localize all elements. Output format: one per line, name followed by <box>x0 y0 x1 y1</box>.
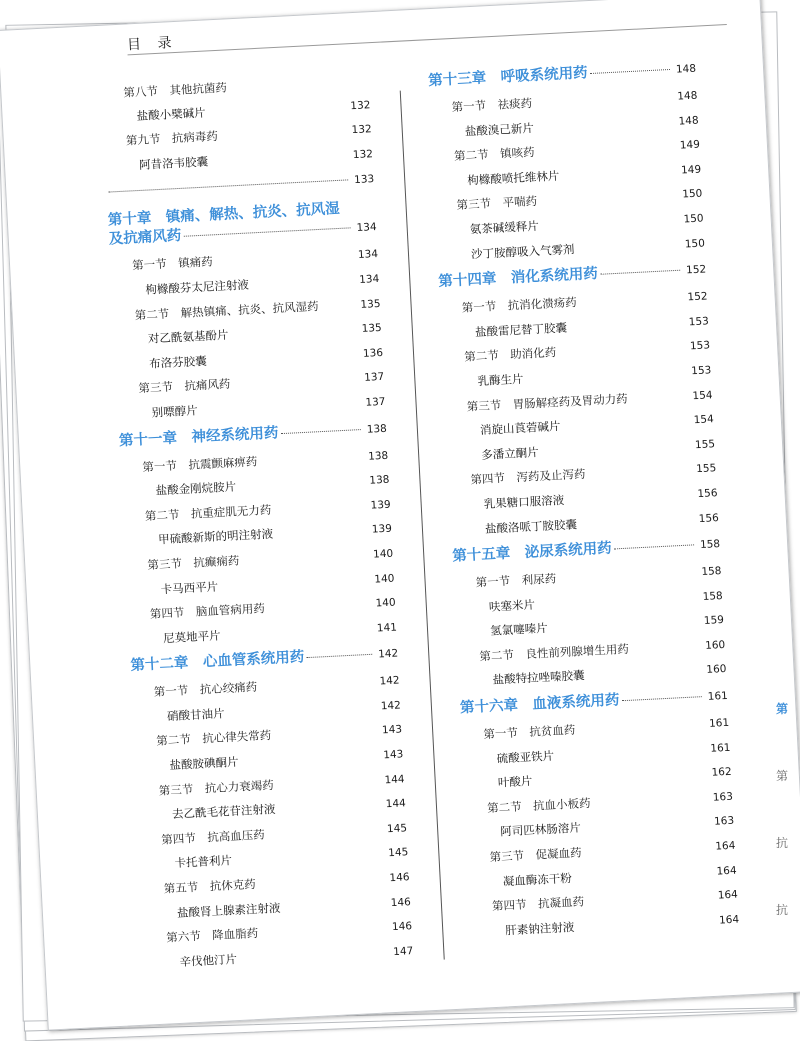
toc-page-number: 150 <box>681 237 706 251</box>
toc-entry-label: 硝酸甘油片 <box>133 707 225 725</box>
toc-page-number: 148 <box>672 61 697 79</box>
toc-drug-entry <box>441 314 709 342</box>
toc-drug-entry <box>469 863 737 891</box>
toc-drug-entry <box>143 895 411 923</box>
toc-entry-label: 第十一章 神经系统用药 <box>119 425 279 450</box>
toc-entry-label: 枸橼酸喷托维林片 <box>433 170 559 189</box>
toc-drug-entry <box>464 765 732 793</box>
toc-drug-entry <box>138 797 406 825</box>
toc-leader <box>539 195 676 202</box>
toc-entry-label: 第二节 抗血小板药 <box>465 797 591 816</box>
toc-leader <box>275 530 366 535</box>
toc-drug-entry <box>458 662 726 690</box>
toc-leader <box>558 347 684 353</box>
toc-leader <box>587 470 690 475</box>
toc-entry-label: 第九节 抗病毒药 <box>104 130 219 149</box>
toc-page-number: 153 <box>686 340 711 354</box>
toc-entry-label: 第二节 解热镇痛、抗炎、抗风湿药 <box>112 300 318 323</box>
page-header-title: 目 录 <box>127 32 178 55</box>
toc-leader <box>259 682 373 688</box>
toc-drug-entry <box>443 363 711 391</box>
toc-entry-label: 第四节 抗高血压药 <box>139 828 265 847</box>
toc-entry-label: 尼莫地平片 <box>129 629 221 647</box>
toc-leader <box>541 445 689 453</box>
toc-leader <box>230 329 355 335</box>
toc-entry-label: 盐酸特拉唑嗪胶囊 <box>458 670 584 689</box>
toc-leader <box>558 572 695 579</box>
toc-section-entry <box>116 370 384 398</box>
toc-entry-label: 第一节 抗消化溃疡药 <box>440 296 577 316</box>
toc-section-entry <box>429 89 697 117</box>
toc-page-number: 139 <box>368 523 393 537</box>
toc-drug-entry <box>117 395 385 423</box>
toc-entry-label: 第四节 脑血管病用药 <box>128 602 265 622</box>
toc-leader <box>614 544 694 549</box>
toc-entry-label: 消旋山莨菪碱片 <box>446 420 561 439</box>
toc-leader <box>220 579 368 587</box>
toc-leader <box>258 879 384 885</box>
toc-page-number: 143 <box>378 724 403 738</box>
toc-entry-label: 第三节 抗癫痫药 <box>125 554 240 573</box>
toc-page-number: 164 <box>714 889 739 903</box>
toc-page-number: 161 <box>706 741 731 755</box>
toc-page-number: 144 <box>382 798 407 812</box>
toc-section-entry <box>112 296 380 324</box>
toc-drug-entry <box>447 437 715 465</box>
toc-drug-entry <box>471 912 739 940</box>
toc-drug-entry <box>433 162 701 190</box>
toc-leader <box>267 829 381 835</box>
toc-page-number: 147 <box>389 945 414 959</box>
toc-leader <box>587 671 701 677</box>
toc-page-number: 138 <box>365 474 390 488</box>
toc-section-entry <box>134 723 402 751</box>
toc-leader <box>259 457 362 462</box>
toc-page-number: 135 <box>357 322 382 336</box>
toc-leader <box>183 228 350 237</box>
toc-section-entry <box>101 74 369 101</box>
toc-drug-entry <box>451 511 719 539</box>
toc-entry-label: 去乙酰毛花苷注射液 <box>138 803 276 823</box>
toc-entry-label: 第二节 助消化药 <box>442 346 557 365</box>
toc-leader <box>241 555 367 561</box>
toc-entry-label: 第三节 胃肠解痉药及胃动力药 <box>445 392 628 414</box>
toc-drug-entry <box>449 486 717 514</box>
toc-leader <box>220 131 346 137</box>
toc-entry-label: 及抗痛风药 <box>109 228 182 249</box>
toc-page-number: 152 <box>683 291 708 305</box>
toc-page-number: 160 <box>702 663 727 677</box>
toc-drug-entry <box>133 698 401 726</box>
toc-leader <box>562 421 687 427</box>
toc-entry-label: 甲硫酸新斯的明注射液 <box>124 528 273 549</box>
toc-page-number: 155 <box>691 438 716 452</box>
toc-leader <box>241 756 378 763</box>
toc-entry-label: 硫酸亚铁片 <box>462 749 554 767</box>
toc-page-number: 150 <box>679 212 704 226</box>
toc-page-number: 132 <box>347 123 372 137</box>
toc-drug-entry <box>124 522 392 550</box>
toc-entry-label: 辛伐他汀片 <box>145 953 237 971</box>
toc-leader <box>209 354 357 362</box>
toc-leader <box>534 97 671 104</box>
toc-section-entry <box>461 716 729 744</box>
toc-page-number <box>352 211 376 212</box>
toc-leader <box>621 696 701 701</box>
toc-page-number: 141 <box>373 621 398 635</box>
toc-leader <box>273 731 376 736</box>
toc-leader <box>276 780 379 785</box>
toc-entry-label: 呋塞米片 <box>455 598 536 615</box>
toc-page-number: 142 <box>375 675 400 689</box>
toc-leader <box>583 822 708 828</box>
toc-chapter-entry <box>452 535 721 567</box>
toc-leader <box>273 506 364 511</box>
toc-leader <box>593 798 707 804</box>
toc-leader <box>550 622 698 630</box>
edge-fragment: 第 <box>776 767 798 784</box>
toc-leader <box>576 921 713 928</box>
toc-drug-entry <box>129 620 397 648</box>
toc-section-entry <box>144 919 412 947</box>
toc-entry-label: 第一节 祛痰药 <box>429 97 532 115</box>
toc-drug-entry <box>462 740 730 768</box>
toc-page-number: 139 <box>366 498 391 512</box>
toc-section-entry <box>467 839 735 867</box>
toc-page-number: 156 <box>693 487 718 501</box>
toc-entry-label: 第二节 抗心律失常药 <box>134 729 271 749</box>
toc-section-entry <box>453 564 721 592</box>
toc-leader <box>223 629 371 637</box>
toc-entry-label: 沙丁胺醇吸入气雾剂 <box>437 243 575 263</box>
toc-page-number: 152 <box>682 262 707 280</box>
toc-section-entry <box>457 638 725 666</box>
toc-drug-entry <box>436 211 704 239</box>
toc-entry-label: 第二节 抗重症肌无力药 <box>123 503 272 523</box>
toc-page-number: 132 <box>346 99 371 113</box>
toc-leader <box>232 378 358 384</box>
toc-page-number: 138 <box>364 449 389 463</box>
toc-page-number: 137 <box>361 396 386 410</box>
toc-entry-label: 第十六章 血液系统用药 <box>460 692 620 717</box>
toc-entry-label: 凝血酶冻干粉 <box>469 872 573 890</box>
edge-fragment: 抗 <box>776 834 798 851</box>
toc-chapter-entry <box>119 419 388 451</box>
toc-leader <box>561 171 675 177</box>
toc-leader <box>537 146 674 153</box>
toc-drug-entry <box>121 473 389 501</box>
toc-entry-label: 第四节 泻药及止泻药 <box>448 468 585 488</box>
toc-drug-entry <box>115 346 383 374</box>
toc-page-number: 134 <box>355 273 380 287</box>
toc-entry-label: 第一节 抗心绞痛药 <box>132 681 258 700</box>
toc-entry-label: 对乙酰氨基酚片 <box>114 329 229 348</box>
toc-leader <box>569 322 683 328</box>
toc-entry-label: 第三节 抗心力衰竭药 <box>137 779 274 799</box>
toc-left-column <box>101 74 414 982</box>
toc-drug-entry <box>145 944 413 972</box>
edge-fragment: 抗 <box>776 901 798 918</box>
toc-entry-label: 氢氯噻嗪片 <box>456 622 548 640</box>
toc-entry-label: 阿司匹林肠溶片 <box>466 822 581 841</box>
toc-drug-entry <box>446 412 714 440</box>
toc-section-entry <box>137 772 405 800</box>
toc-chapter-entry <box>130 645 399 677</box>
toc-leader <box>590 69 670 74</box>
toc-page-number: 135 <box>356 297 381 311</box>
toc-entry-label: 第十二章 心血管系统用药 <box>130 650 305 676</box>
toc-page-number: 132 <box>349 148 374 162</box>
toc-section-entry <box>445 388 713 416</box>
toc-entry-label: 第十五章 泌尿系统用药 <box>452 541 612 566</box>
toc-leader <box>108 180 348 193</box>
toc-entry-label: 多潘立酮片 <box>447 446 539 464</box>
toc-leader <box>251 280 353 285</box>
toc-entry-label: 盐酸小檗碱片 <box>102 106 206 124</box>
toc-leader <box>600 270 680 275</box>
toc-page-number: 146 <box>385 871 410 885</box>
toc-leader <box>577 724 703 730</box>
toc-leader <box>321 305 355 307</box>
toc-entry-label: 第十四章 消化系统用药 <box>438 266 598 291</box>
toc-page-number: 137 <box>360 371 385 385</box>
toc-drug-entry <box>135 747 403 775</box>
toc-section-entry <box>132 674 400 702</box>
toc-page-number: 140 <box>369 548 394 562</box>
toc-leader <box>526 372 686 380</box>
toc-page-number: 134 <box>354 248 379 262</box>
toc-page-number: 153 <box>687 364 712 378</box>
toc-entry-label: 第二节 良性前列腺增生用药 <box>457 643 629 665</box>
toc-entry-label: 第一节 抗贫血药 <box>461 724 576 743</box>
toc-leader <box>536 122 673 129</box>
toc-chapter-entry <box>106 171 375 202</box>
toc-leader <box>306 654 372 658</box>
toc-page-number: 163 <box>709 791 734 805</box>
toc-section-entry <box>128 596 396 624</box>
toc-page-number: 158 <box>696 536 721 554</box>
toc-entry-label: 叶酸片 <box>464 775 533 791</box>
toc-page-number: 162 <box>707 766 732 780</box>
toc-leader <box>579 298 682 303</box>
toc-entry-label: 第六节 降血脂药 <box>144 927 259 946</box>
toc-leader <box>537 597 697 605</box>
toc-page-number: 146 <box>388 920 413 934</box>
toc-leader <box>238 481 363 487</box>
toc-chapter-entry <box>460 687 729 719</box>
edge-fragment: 第 <box>776 700 798 717</box>
toc-section-entry <box>432 138 700 166</box>
toc-page-number: 155 <box>692 462 717 476</box>
toc-leader <box>566 494 691 500</box>
toc-entry-label: 乳果糖口服溶液 <box>449 494 564 513</box>
toc-drug-entry <box>456 613 724 641</box>
toc-leader <box>267 604 370 609</box>
toc-page-number: 148 <box>673 90 698 104</box>
toc-leader <box>584 847 710 853</box>
toc-leader <box>541 220 678 227</box>
toc-page-number: 164 <box>712 864 737 878</box>
toc-section-entry <box>442 339 710 367</box>
toc-leader <box>200 403 360 411</box>
toc-entry-label: 第三节 促凝血药 <box>467 846 582 865</box>
toc-leader <box>208 106 345 113</box>
toc-entry-label: 第一节 抗震颤麻痹药 <box>120 455 257 475</box>
toc-drug-entry <box>102 98 370 126</box>
toc-page-number: 140 <box>371 597 396 611</box>
toc-leader <box>556 749 704 757</box>
toc-drug-entry <box>140 846 408 874</box>
toc-page-number: 138 <box>362 420 387 438</box>
toc-page-number: 154 <box>688 389 713 403</box>
toc-page-number: 134 <box>352 219 377 237</box>
toc-entry-label: 阿昔洛韦胶囊 <box>105 155 209 173</box>
toc-section-entry <box>120 448 388 476</box>
toc-leader <box>586 896 712 902</box>
toc-section-entry <box>465 790 733 818</box>
toc-page-number: 158 <box>698 590 723 604</box>
toc-entry-label: 卡托普利片 <box>140 855 232 873</box>
toc-page-number: 150 <box>678 188 703 202</box>
toc-section-entry <box>104 122 372 150</box>
toc-drug-entry <box>114 321 382 349</box>
toc-leader <box>229 83 343 89</box>
toc-leader <box>280 429 360 434</box>
toc-section-entry <box>448 461 716 489</box>
header-rule <box>128 24 727 55</box>
toc-entry-label: 枸橼酸芬太尼注射液 <box>111 279 249 299</box>
toc-entry-label: 盐酸溴己新片 <box>431 122 535 140</box>
toc-leader <box>282 903 384 908</box>
toc-entry-label: 别嘌醇片 <box>117 404 198 421</box>
toc-entry-label: 卡马西平片 <box>126 580 218 598</box>
toc-leader <box>630 396 687 399</box>
toc-page-number: 140 <box>370 572 395 586</box>
toc-page-number: 136 <box>359 347 384 361</box>
toc-page-number: 145 <box>384 847 409 861</box>
toc-page-number: 144 <box>380 773 405 787</box>
toc-entry-label: 第一节 利尿药 <box>453 572 556 590</box>
toc-page-number: 142 <box>377 699 402 713</box>
toc-entry-label: 第一节 镇痛药 <box>110 256 213 274</box>
toc-drug-entry <box>111 272 379 300</box>
toc-page-number: 156 <box>694 512 719 526</box>
toc-page-number: 159 <box>700 614 725 628</box>
toc-entry-label: 盐酸雷尼替丁胶囊 <box>441 321 567 340</box>
next-page-edge-fragments <box>776 700 798 968</box>
toc-leader <box>579 519 693 525</box>
toc-entry-label: 肝素钠注射液 <box>471 921 575 939</box>
toc-page-number: 148 <box>674 114 699 128</box>
toc-drug-entry <box>437 236 705 264</box>
toc-leader <box>534 773 705 782</box>
toc-page-number: 153 <box>685 315 710 329</box>
toc-chapter-entry <box>438 261 707 293</box>
toc-drug-entry <box>455 589 723 617</box>
toc-right-column <box>428 58 740 951</box>
toc-entry-label: 第十三章 呼吸系统用药 <box>428 65 588 90</box>
toc-drug-entry <box>431 113 699 141</box>
toc-leader <box>239 952 387 960</box>
toc-entry-label: 乳酶生片 <box>443 373 524 390</box>
toc-leader <box>234 854 382 862</box>
toc-drug-entry <box>466 814 734 842</box>
toc-leader <box>260 928 386 934</box>
toc-page-number: 164 <box>711 840 736 854</box>
toc-section-entry <box>440 290 708 318</box>
toc-drug-entry <box>126 571 394 599</box>
toc-page-number: 158 <box>697 565 722 579</box>
toc-section-entry <box>434 187 702 215</box>
toc-drug-entry <box>105 147 373 175</box>
toc-leader <box>574 872 711 879</box>
toc-page-number: 146 <box>387 896 412 910</box>
toc-section-entry <box>123 497 391 525</box>
toc-leader <box>227 707 375 715</box>
toc-entry-label: 第十章 镇痛、解热、抗炎、抗风湿 <box>108 201 341 230</box>
toc-entry-label: 布洛芬胶囊 <box>115 355 207 373</box>
toc-section-entry <box>142 870 410 898</box>
toc-entry-label: 第八节 其他抗菌药 <box>101 81 227 100</box>
toc-leader <box>576 244 678 249</box>
toc-entry-label: 第二节 镇咳药 <box>432 146 535 164</box>
toc-entry-label: 盐酸金刚烷胺片 <box>121 481 236 500</box>
toc-entry-label: 第三节 抗痛风药 <box>116 378 231 397</box>
toc-page-number: 161 <box>705 717 730 731</box>
toc-page-number <box>345 84 369 85</box>
toc-entry-label: 盐酸胺碘酮片 <box>135 756 239 774</box>
toc-section-entry <box>110 247 378 275</box>
toc-page-number: 143 <box>379 748 404 762</box>
toc-leader <box>215 256 352 263</box>
toc-page-number: 133 <box>350 171 375 189</box>
toc-page-number: 149 <box>677 163 702 177</box>
toc-page-number: 161 <box>703 688 728 706</box>
toc-leader <box>210 155 347 162</box>
toc-entry-label: 盐酸肾上腺素注射液 <box>143 901 281 921</box>
toc-entry-label: 第三节 平喘药 <box>434 195 537 213</box>
toc-leader <box>631 646 699 649</box>
toc-section-entry <box>470 888 738 916</box>
toc-section-entry <box>139 821 407 849</box>
toc-section-entry <box>125 547 393 575</box>
toc-page-number: 142 <box>374 646 399 664</box>
toc-entry-label: 氨茶碱缓释片 <box>436 220 540 238</box>
toc-entry-label: 第四节 抗凝血药 <box>470 896 585 915</box>
toc-leader <box>277 805 379 810</box>
toc-chapter-entry <box>428 60 697 92</box>
toc-page-number: 164 <box>715 913 740 927</box>
toc-page-number: 160 <box>701 639 726 653</box>
toc-entry-label: 第五节 抗休克药 <box>142 878 257 897</box>
toc-entry-label: 盐酸洛哌丁胺胶囊 <box>451 518 577 537</box>
toc-page-number: 149 <box>676 139 701 153</box>
toc-page-number: 145 <box>383 822 408 836</box>
toc-page-number: 154 <box>689 413 714 427</box>
toc-page-number: 163 <box>710 815 735 829</box>
